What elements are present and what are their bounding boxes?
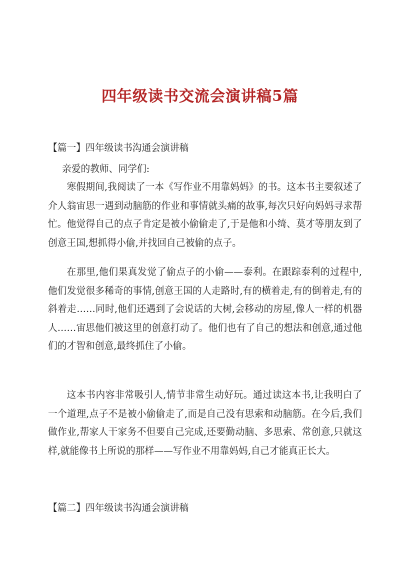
document-title: 四年级读书交流会演讲稿5篇 [101,87,299,105]
paragraph-3: 这本书内容非常吸引人,情节非常生动好玩。通过读这本书,让我明白了一个道理,点子不是被小偷偷走了,而是自己没有思索和动脑筋。在今后,我们做作业,帮家人干家务不但要自己完成,还要勤动脑、多思索、常创意,只就这样,就能像书上所说的那样——写作业不用靠妈妈,自己才能真正长大。 [48,390,362,457]
section-header-2: 【篇二】四年级读书沟通会演讲稿 [48,503,189,514]
paragraph-2: 在那里,他们果真发觉了偷点子的小偷——泰利。在跟踪泰利的过程中,他们发觉很多稀奇的事情,创意王国的人走路时,有的横着走,有的倒着走,有的斜着走……同时,他们还遇到了会说话的大树,会移动的房屋,像人一样的机器人……宙思他们被这里的创意打动了。他们也有了自己的想法和创意,通过他们的才智和创意,最终抓住了小偷。 [48,267,362,353]
salutation: 亲爱的教师、同学们: [62,164,150,175]
section-header-1: 【篇一】四年级读书沟通会演讲稿 [48,143,189,154]
paragraph-1: 寒假期间,我阅读了一本《写作业不用靠妈妈》的书。这本书主要叙述了介人翁宙思一遇到动脑筋的作业和事情就头痛的故事,每次只好向妈妈寻求帮忙。他觉得自己的点子肯定是被小偷偷走了,于是他和小绮、莫才等朋友到了创意王国,想抓得小偷,并找回自己被偷的点子。 [48,182,362,249]
